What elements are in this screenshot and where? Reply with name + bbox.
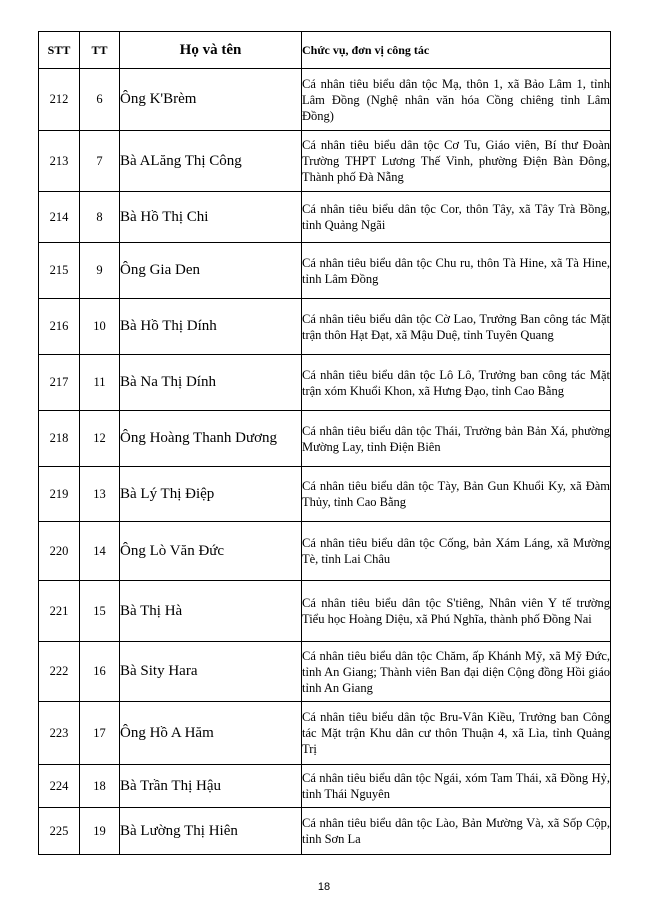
cell-position: Cá nhân tiêu biểu dân tộc S'tiêng, Nhân viên Y tế trường Tiểu học Hoàng Diệu, xã Phú Nghĩa, thành phố Đồng Nai bbox=[302, 581, 611, 642]
cell-position: Cá nhân tiêu biểu dân tộc Cor, thôn Tây, xã Tây Trà Bồng, tỉnh Quảng Ngãi bbox=[302, 192, 611, 243]
cell-name: Ông Lò Văn Đức bbox=[120, 522, 302, 581]
cell-tt: 10 bbox=[80, 299, 120, 355]
cell-tt: 19 bbox=[80, 808, 120, 855]
cell-name: Bà Na Thị Dính bbox=[120, 355, 302, 411]
cell-position: Cá nhân tiêu biểu dân tộc Lào, Bản Mường Và, xã Sốp Cộp, tỉnh Sơn La bbox=[302, 808, 611, 855]
cell-stt: 216 bbox=[39, 299, 80, 355]
cell-stt: 219 bbox=[39, 467, 80, 522]
cell-name: Bà Thị Hà bbox=[120, 581, 302, 642]
cell-name: Ông Hoàng Thanh Dương bbox=[120, 411, 302, 467]
cell-name: Bà Lý Thị Điệp bbox=[120, 467, 302, 522]
cell-tt: 15 bbox=[80, 581, 120, 642]
cell-stt: 220 bbox=[39, 522, 80, 581]
cell-tt: 7 bbox=[80, 131, 120, 192]
cell-tt: 17 bbox=[80, 702, 120, 765]
table-row bbox=[39, 243, 611, 299]
cell-name: Bà Lường Thị Hiên bbox=[120, 808, 302, 855]
honoree-table bbox=[38, 31, 611, 855]
cell-stt: 223 bbox=[39, 702, 80, 765]
table-row bbox=[39, 299, 611, 355]
table-row bbox=[39, 765, 611, 808]
table-row bbox=[39, 467, 611, 522]
cell-tt: 12 bbox=[80, 411, 120, 467]
cell-stt: 221 bbox=[39, 581, 80, 642]
header-name: Họ và tên bbox=[120, 32, 302, 69]
cell-tt: 9 bbox=[80, 243, 120, 299]
cell-stt: 222 bbox=[39, 642, 80, 702]
cell-stt: 224 bbox=[39, 765, 80, 808]
table-row bbox=[39, 522, 611, 581]
cell-tt: 16 bbox=[80, 642, 120, 702]
cell-position: Cá nhân tiêu biểu dân tộc Lô Lô, Trưởng ban công tác Mặt trận xóm Khuổi Khon, xã Hưng Đạo, tỉnh Cao Bằng bbox=[302, 355, 611, 411]
cell-stt: 217 bbox=[39, 355, 80, 411]
cell-tt: 6 bbox=[80, 69, 120, 131]
table-header-row bbox=[39, 32, 611, 69]
cell-stt: 214 bbox=[39, 192, 80, 243]
cell-stt: 213 bbox=[39, 131, 80, 192]
table-row bbox=[39, 808, 611, 855]
cell-stt: 212 bbox=[39, 69, 80, 131]
cell-name: Bà ALăng Thị Công bbox=[120, 131, 302, 192]
cell-stt: 218 bbox=[39, 411, 80, 467]
table-row bbox=[39, 581, 611, 642]
cell-name: Bà Hồ Thị Dính bbox=[120, 299, 302, 355]
header-position: Chức vụ, đơn vị công tác bbox=[302, 32, 611, 69]
cell-tt: 18 bbox=[80, 765, 120, 808]
cell-name: Bà Sity Hara bbox=[120, 642, 302, 702]
cell-position: Cá nhân tiêu biểu dân tộc Cống, bản Xám Láng, xã Mường Tè, tỉnh Lai Châu bbox=[302, 522, 611, 581]
cell-name: Ông Hồ A Hăm bbox=[120, 702, 302, 765]
page-number: 18 bbox=[317, 881, 331, 893]
table-row bbox=[39, 702, 611, 765]
table-row bbox=[39, 411, 611, 467]
cell-position: Cá nhân tiêu biểu dân tộc Bru-Vân Kiều, Trưởng ban Công tác Mặt trận Khu dân cư thôn Thuận 4, xã Lìa, tỉnh Quảng Trị bbox=[302, 702, 611, 765]
cell-tt: 11 bbox=[80, 355, 120, 411]
cell-position: Cá nhân tiêu biểu dân tộc Cờ Lao, Trưởng Ban công tác Mặt trận thôn Hạt Đạt, xã Mậu Duệ, tỉnh Tuyên Quang bbox=[302, 299, 611, 355]
cell-position: Cá nhân tiêu biểu dân tộc Tày, Bản Gun Khuổi Ky, xã Đàm Thủy, tỉnh Cao Bằng bbox=[302, 467, 611, 522]
header-stt: STT bbox=[39, 32, 80, 69]
header-tt: TT bbox=[80, 32, 120, 69]
cell-position: Cá nhân tiêu biểu dân tộc Thái, Trưởng bản Bản Xá, phường Mường Lay, tỉnh Điện Biên bbox=[302, 411, 611, 467]
cell-tt: 14 bbox=[80, 522, 120, 581]
cell-tt: 13 bbox=[80, 467, 120, 522]
table-row bbox=[39, 69, 611, 131]
cell-name: Bà Trần Thị Hậu bbox=[120, 765, 302, 808]
cell-name: Ông K'Brèm bbox=[120, 69, 302, 131]
cell-position: Cá nhân tiêu biểu dân tộc Chu ru, thôn Tà Hine, xã Tà Hine, tỉnh Lâm Đồng bbox=[302, 243, 611, 299]
cell-position: Cá nhân tiêu biểu dân tộc Mạ, thôn 1, xã Bảo Lâm 1, tỉnh Lâm Đồng (Nghệ nhân văn hóa Cồng chiêng tỉnh Lâm Đồng) bbox=[302, 69, 611, 131]
table-row bbox=[39, 642, 611, 702]
cell-tt: 8 bbox=[80, 192, 120, 243]
cell-stt: 215 bbox=[39, 243, 80, 299]
table-row bbox=[39, 355, 611, 411]
cell-position: Cá nhân tiêu biểu dân tộc Ngái, xóm Tam Thái, xã Đồng Hỷ, tỉnh Thái Nguyên bbox=[302, 765, 611, 808]
cell-position: Cá nhân tiêu biểu dân tộc Cơ Tu, Giáo viên, Bí thư Đoàn Trường THPT Lương Thế Vinh, phường Điện Bàn Đông, Thành phố Đà Nẵng bbox=[302, 131, 611, 192]
table-row bbox=[39, 192, 611, 243]
cell-stt: 225 bbox=[39, 808, 80, 855]
cell-name: Bà Hồ Thị Chi bbox=[120, 192, 302, 243]
cell-position: Cá nhân tiêu biểu dân tộc Chăm, ấp Khánh Mỹ, xã Mỹ Đức, tỉnh An Giang; Thành viên Ban đại diện Cộng đồng Hồi giáo tỉnh An Giang bbox=[302, 642, 611, 702]
table-row bbox=[39, 131, 611, 192]
cell-name: Ông Gia Den bbox=[120, 243, 302, 299]
